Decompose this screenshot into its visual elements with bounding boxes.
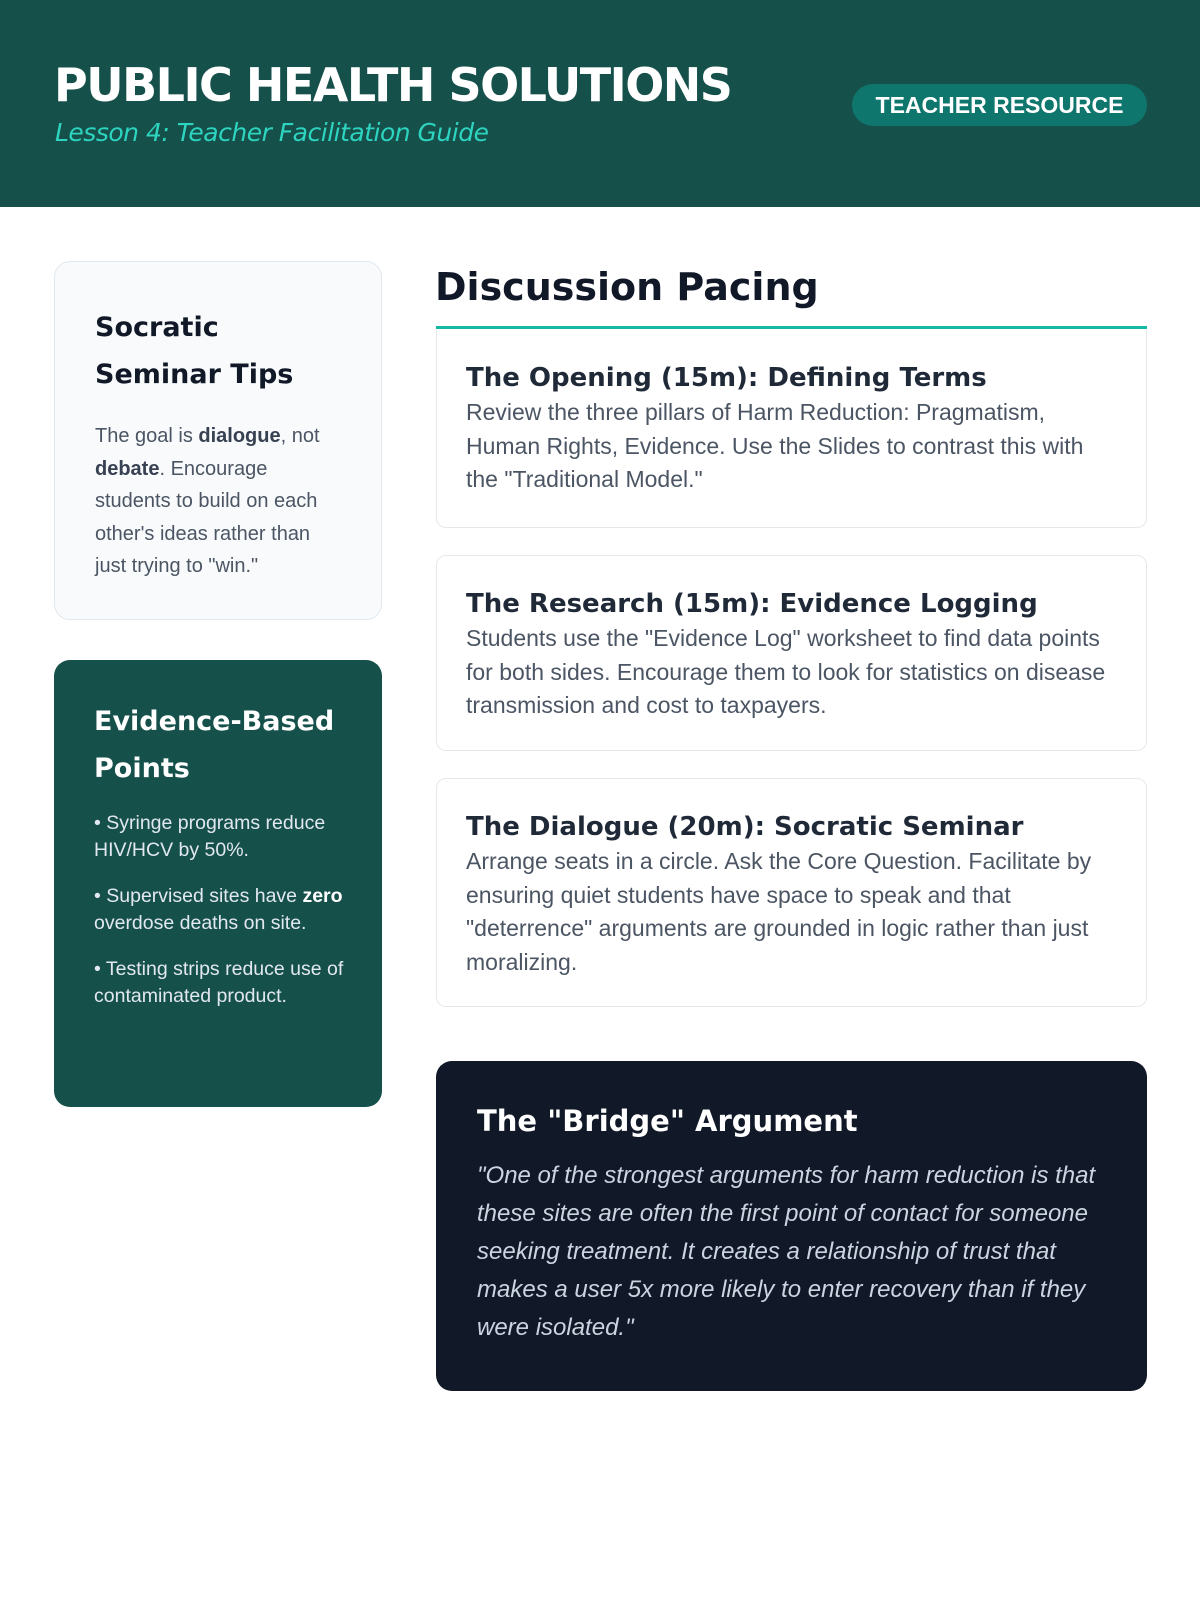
evidence-points-card <box>54 660 382 1107</box>
pacing-step-dialogue <box>436 778 1147 1007</box>
tips-title <box>95 304 343 398</box>
pacing-step-title: The Opening (15m): Defining Terms <box>466 363 987 393</box>
evidence-emphasis-zero: zero <box>302 885 343 907</box>
tips-body <box>95 420 343 583</box>
evidence-title <box>94 698 348 792</box>
pacing-step-title: The Research (15m): Evidence Logging <box>466 589 1038 619</box>
evidence-item <box>94 883 348 936</box>
tips-body-text: . Encourage students to build on each other's ideas rather than just trying to "win." <box>95 457 318 578</box>
discussion-pacing-heading: Discussion Pacing <box>435 265 819 309</box>
page-header <box>0 0 1200 207</box>
tips-emphasis-debate: debate <box>95 457 160 480</box>
tips-title-line1: Socratic <box>95 312 219 343</box>
pacing-step-title: The Dialogue (20m): Socratic Seminar <box>466 812 1024 842</box>
pacing-step-opening <box>436 330 1147 528</box>
bridge-argument-title: The "Bridge" Argument <box>477 1104 858 1138</box>
evidence-title-line1: Evidence-Based <box>94 706 335 737</box>
socratic-tips-card <box>54 261 382 620</box>
pacing-step-research <box>436 555 1147 751</box>
teacher-resource-badge: TEACHER RESOURCE <box>852 84 1147 126</box>
pacing-step-body: Review the three pillars of Harm Reduction: Pragmatism, Human Rights, Evidence. Use the Slides to contrast this with the "Traditional Model." <box>466 399 1084 492</box>
bridge-argument-card <box>436 1061 1147 1391</box>
tips-body-text: , not <box>280 425 320 447</box>
section-divider <box>436 326 1147 329</box>
tips-title-line2: Seminar Tips <box>95 359 294 390</box>
evidence-item: • Testing strips reduce use of contaminated product. <box>94 958 344 1007</box>
evidence-item-text: overdose deaths on site. <box>94 911 307 934</box>
evidence-item: • Syringe programs reduce HIV/HCV by 50%. <box>94 812 326 861</box>
evidence-title-line2: Points <box>94 753 190 784</box>
page-title: PUBLIC HEALTH SOLUTIONS <box>54 58 732 112</box>
pacing-step-body: Students use the "Evidence Log" worksheet to find data points for both sides. Encourage them to look for statistics on disease transmission and cost to taxpayers. <box>466 625 1106 718</box>
tips-body-text: The goal is <box>95 425 199 447</box>
tips-emphasis-dialogue: dialogue <box>198 425 281 447</box>
evidence-item-text: • Supervised sites have <box>94 885 303 907</box>
bridge-argument-quote: "One of the strongest arguments for harm reduction is that these sites are often the first point of contact for someone seeking treatment. It creates a relationship of trust that makes a user 5x more likely to enter recovery than if they were isolated." <box>477 1162 1096 1341</box>
page-subtitle: Lesson 4: Teacher Facilitation Guide <box>55 118 489 147</box>
evidence-list <box>94 810 348 1009</box>
pacing-step-body: Arrange seats in a circle. Ask the Core Question. Facilitate by ensuring quiet students have space to speak and that "deterrence" arguments are grounded in logic rather than just moralizing. <box>466 848 1092 975</box>
